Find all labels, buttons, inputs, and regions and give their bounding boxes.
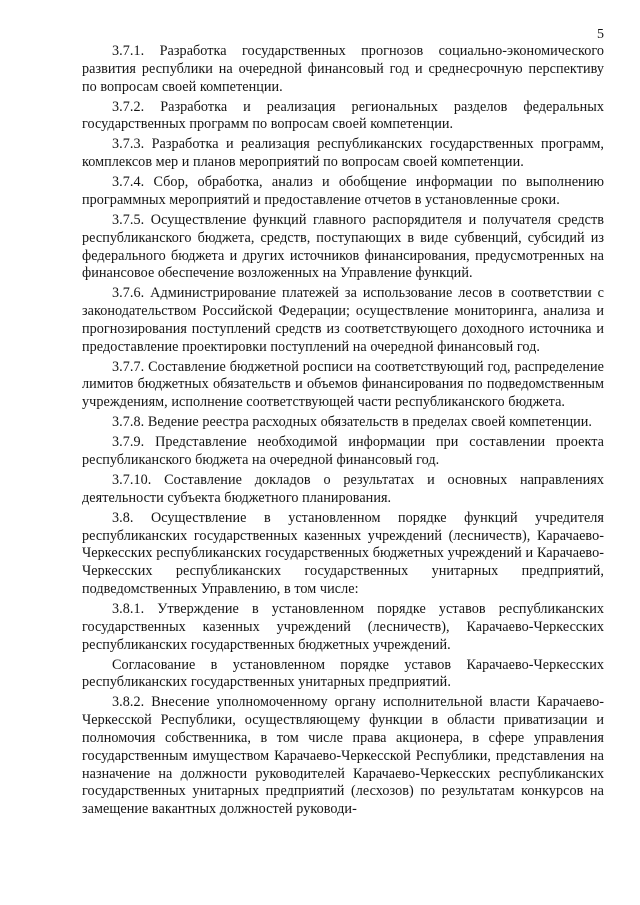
paragraph-3-7-2: 3.7.2. Разработка и реализация региональных разделов федеральных государственных программ по вопросам своей компетенции. (82, 98, 604, 133)
paragraph-approval: Согласование в установленном порядке уставов Карачаево-Черкесских республиканских государственных унитарных предприятий. (82, 656, 604, 691)
page-number: 5 (597, 27, 604, 42)
paragraph-3-7-1: 3.7.1. Разработка государственных прогнозов социально-экономического развития республики на очередной финансовый год и среднесрочную перспективу по вопросам своей компетенции. (82, 43, 604, 95)
paragraph-3-8-1: 3.8.1. Утверждение в установленном порядке уставов республиканских государственных казенных учреждений (лесничеств), Карачаево-Черкесских республиканских государственных бюджетных учреждений. (82, 600, 604, 653)
paragraph-3-8-2: 3.8.2. Внесение уполномоченному органу исполнительной власти Карачаево-Черкесской Республики, осуществляющему функции в области приватизации и полномочия собственника, в том числе права акционера, в сфере управления государственным имуществом Карачаево-Черкесской Республики, представления на назначение на должности руководителей Карачаево-Черкесских республиканских государственных унитарных предприятий (лесхозов) по результатам конкурсов на замещение вакантных должностей руководи- (82, 694, 604, 818)
paragraph-3-7-4: 3.7.4. Сбор, обработка, анализ и обобщение информации по выполнению программных мероприятий и предоставление отчетов в установленные сроки. (82, 174, 604, 208)
document-body (82, 43, 604, 821)
paragraph-3-7-8: 3.7.8. Ведение реестра расходных обязательств в пределах своей компетенции. (112, 414, 592, 431)
paragraph-3-7-3: 3.7.3. Разработка и реализация республиканских государственных программ, комплексов мер и планов мероприятий по вопросам своей компетенции. (82, 136, 604, 171)
paragraph-3-7-6: 3.7.6. Администрирование платежей за использование лесов в соответствии с законодательством Российской Федерации; осуществление мониторинга, анализа и прогнозирования поступлений средств из соответствующего доходного источника и предоставление проектировки поступлений на очередной финансовый год. (82, 285, 604, 355)
paragraph-3-8: 3.8. Осуществление в установленном порядке функций учредителя республиканских государственных казенных учреждений (лесничеств), Карачаево-Черкесских республиканских государственных бюджетных учреждений и Карачаево-Черкесских республиканских государственных унитарных предприятий, подведомственных Управлению, в том числе: (82, 509, 604, 597)
paragraph-3-7-9: 3.7.9. Представление необходимой информации при составлении проекта республиканского бюджета на очередной финансовый год. (82, 434, 604, 469)
paragraph-3-7-7: 3.7.7. Составление бюджетной росписи на соответствующий год, распределение лимитов бюджетных обязательств и объемов финансирования по подведомственным учреждениям, исполнение соответствующей части республиканского бюджета. (82, 358, 604, 411)
paragraph-3-7-5: 3.7.5. Осуществление функций главного распорядителя и получателя средств республиканского бюджета, средств, поступающих в виде субвенций, субсидий из федерального бюджета и других источников финансирования, предусмотренных на финансовое обеспечение возложенных на Управление функций. (82, 211, 604, 282)
paragraph-3-7-10: 3.7.10. Составление докладов о результатах и основных направлениях деятельности субъекта бюджетного планирования. (82, 472, 604, 506)
